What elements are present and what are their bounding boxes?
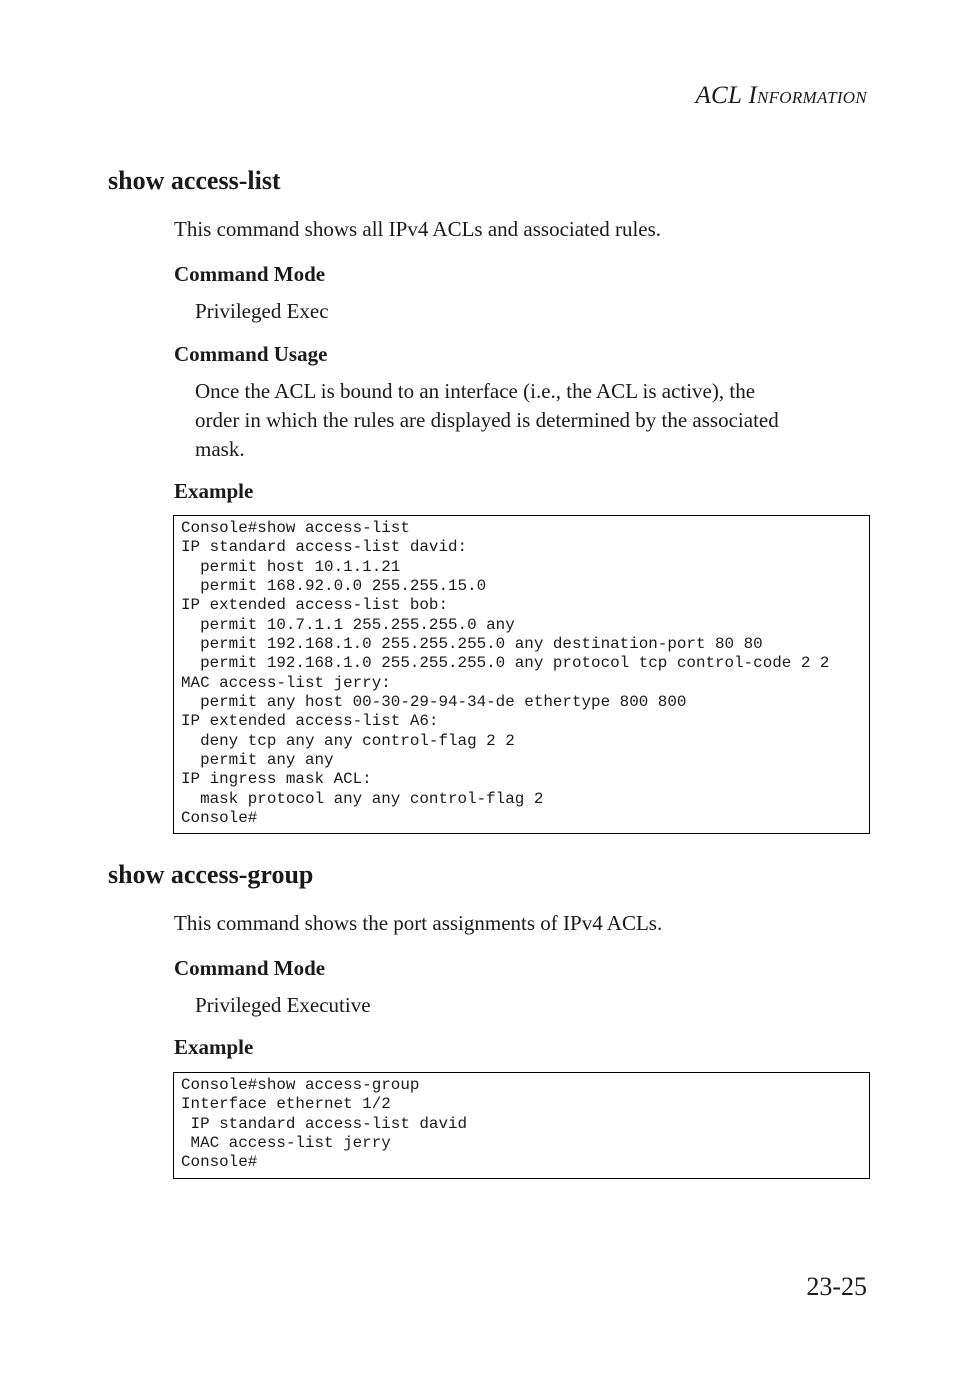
code-line: IP extended access-list A6: [181, 712, 439, 731]
example-heading: Example [174, 1035, 254, 1059]
code-line: Console#show access-list [181, 519, 410, 537]
code-line: permit 192.168.1.0 255.255.255.0 any protocol tcp control-code 2 2 [181, 654, 830, 673]
code-line: MAC access-list jerry: [181, 673, 391, 692]
code-line: Interface ethernet 1/2 [181, 1095, 391, 1114]
example-heading: Example [174, 479, 254, 503]
command-usage-line: mask. [195, 437, 245, 461]
code-line: mask protocol any any control-flag 2 [181, 789, 544, 808]
command-mode-value: Privileged Exec [195, 299, 329, 323]
code-line: permit any any [181, 751, 334, 770]
command-mode-heading: Command Mode [174, 262, 326, 286]
command-mode-heading: Command Mode [174, 956, 326, 980]
code-line: IP extended access-list bob: [181, 596, 449, 615]
code-line: permit 192.168.1.0 255.255.255.0 any destination-port 80 80 [181, 635, 763, 654]
description-show-access-group: This command shows the port assignments of IPv4 ACLs. [174, 911, 663, 935]
running-head-small-caps: NFORMATION [756, 88, 867, 107]
command-usage-heading: Command Usage [174, 342, 328, 366]
running-head-caps: ACL I [695, 82, 757, 109]
code-line: MAC access-list jerry [181, 1134, 391, 1153]
code-line: Console#show access-group [181, 1076, 420, 1094]
running-head [695, 82, 867, 110]
section-title-show-access-list: show access-list [108, 166, 281, 195]
code-line: IP ingress mask ACL: [181, 770, 372, 789]
command-usage-line: Once the ACL is bound to an interface (i.e., the ACL is active), the [195, 379, 756, 403]
code-line: permit 10.7.1.1 255.255.255.0 any [181, 615, 515, 634]
page-number: 23-25 [806, 1272, 867, 1301]
code-line: permit any host 00-30-29-94-34-de ethertype 800 800 [181, 693, 687, 712]
command-mode-value: Privileged Executive [195, 993, 371, 1017]
code-line: IP standard access-list david [181, 1114, 468, 1133]
code-line: deny tcp any any control-flag 2 2 [181, 731, 515, 750]
code-line: Console# [181, 1153, 258, 1172]
code-line: permit 168.92.0.0 255.255.15.0 [181, 577, 487, 596]
code-example-show-access-group [173, 1072, 870, 1179]
code-line: permit host 10.1.1.21 [181, 557, 401, 576]
command-usage-line: order in which the rules are displayed is determined by the associated [195, 408, 779, 432]
code-example-show-access-list [173, 515, 870, 834]
code-line: IP standard access-list david: [181, 538, 468, 557]
description-show-access-list: This command shows all IPv4 ACLs and associated rules. [174, 217, 662, 241]
code-line: Console# [181, 809, 258, 828]
section-title-show-access-group: show access-group [108, 860, 314, 889]
command-usage-text [195, 377, 860, 464]
